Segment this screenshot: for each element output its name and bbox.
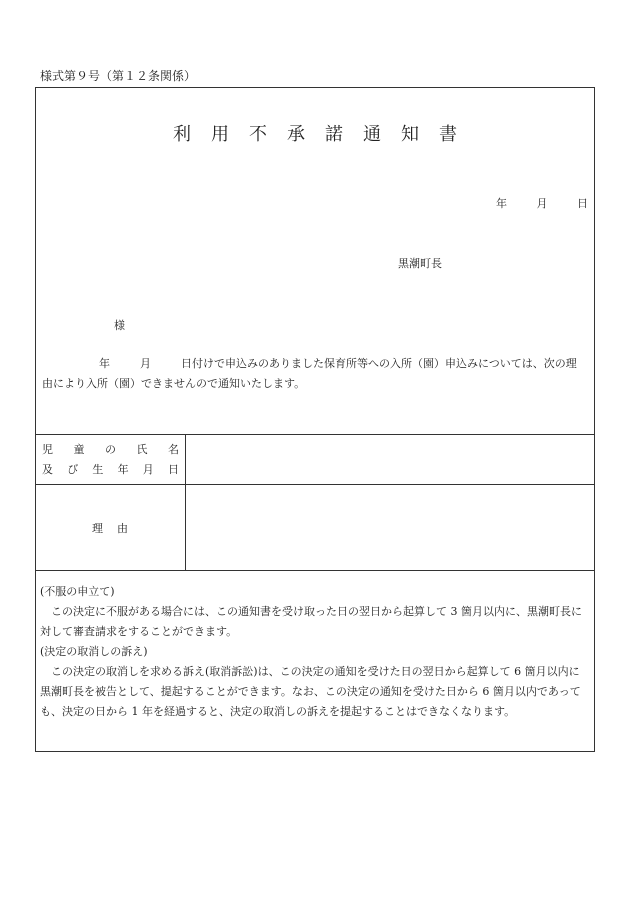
lawsuit-text: この決定の取消しを求める訴え(取消訴訟)は、この決定の通知を受けた日の翌日から起算して 6 箇月以内に黒潮町長を被告として、提起することができます。なお、この決定の通知を受けた日から 6 箇月以内であっても、決定の日から 1 年を経過すると、決定の取消しの訴えを提起することはできなくなります。	[40, 665, 581, 718]
date-day-label: 日	[577, 197, 588, 210]
table-middle-border	[36, 484, 594, 485]
reason-label: 理由	[92, 522, 142, 535]
child-label-line1	[36, 440, 185, 460]
label-char: 生	[92, 463, 104, 476]
addressee-honorific: 様	[114, 319, 125, 332]
label-char: 童	[73, 443, 85, 456]
body-text: 日付けで申込みのありました保育所等への入所（園）申込みについては、次の理由により入所（園）できませんので通知いたします。	[42, 357, 577, 390]
child-name-birthdate-label	[36, 440, 185, 480]
form-number: 様式第９号（第１２条関係）	[40, 69, 197, 83]
appeal-notice	[40, 582, 590, 722]
body-month-label: 月	[140, 357, 151, 370]
label-char: 氏	[136, 443, 148, 456]
appeal-text: この決定に不服がある場合には、この通知書を受け取った日の翌日から起算して 3 箇月以内に、黒潮町長に対して審査請求をすることができます。	[40, 605, 582, 638]
label-char: の	[105, 443, 116, 456]
body-year-label: 年	[99, 357, 110, 370]
notice-body	[42, 354, 587, 394]
issue-date	[496, 195, 588, 211]
appeal-heading: (不服の申立て)	[40, 585, 115, 598]
table-top-border	[36, 434, 594, 435]
date-month-label: 月	[536, 197, 548, 210]
label-char: 名	[168, 443, 179, 456]
lawsuit-heading: (決定の取消しの訴え)	[40, 645, 148, 658]
label-char: 児	[42, 443, 53, 456]
document-title: 利用不承諾通知書	[173, 124, 477, 145]
label-char: 月	[142, 463, 154, 476]
date-year-label: 年	[496, 197, 507, 210]
notice-frame	[35, 87, 595, 752]
label-char: 及	[42, 463, 53, 476]
label-char: び	[67, 463, 79, 476]
table-bottom-border	[36, 570, 594, 571]
label-char: 年	[117, 463, 129, 476]
issuer-mayor: 黒潮町長	[398, 257, 442, 270]
table-column-divider	[185, 434, 186, 570]
label-char: 日	[167, 463, 179, 476]
child-label-line2	[36, 460, 185, 480]
